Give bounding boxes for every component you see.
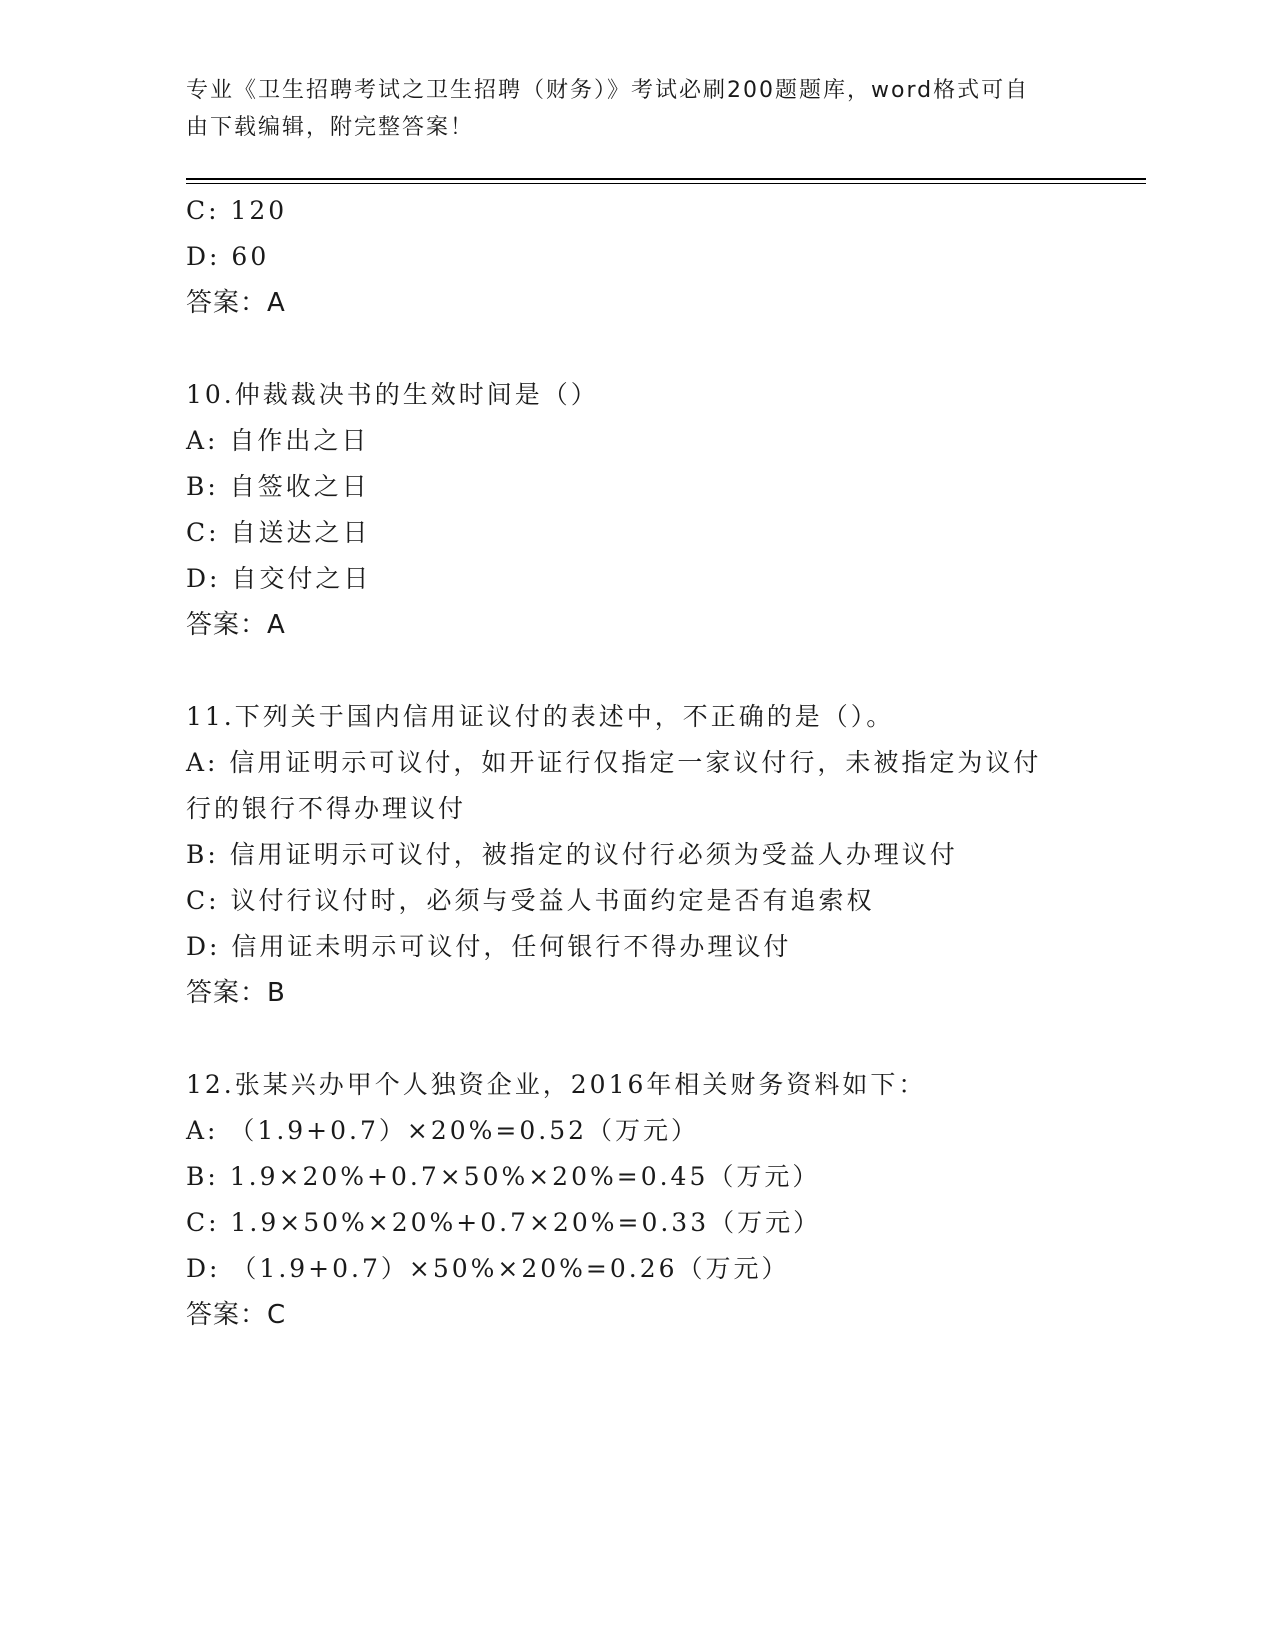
answer: 答案：B: [186, 978, 286, 1008]
header-line-1: 专业《卫生招聘考试之卫生招聘（财务）》考试必刷200题题库，word格式可自: [186, 78, 1030, 103]
option-c: C: 自送达之日: [186, 518, 371, 547]
option-a: A: 自作出之日: [186, 426, 370, 455]
question-11: [186, 694, 1086, 1016]
header-divider-thick: [186, 178, 1146, 180]
option-d: D: 信用证未明示可议付，任何银行不得办理议付: [186, 932, 792, 961]
spacer: [186, 326, 1086, 372]
question-previous: [186, 188, 1086, 326]
header-line-2: 由下载编辑，附完整答案！: [186, 115, 475, 140]
option-a-line-1: A: 信用证明示可议付，如开证行仅指定一家议付行，未被指定为议付: [186, 748, 1042, 777]
option-a-line-2: 行的银行不得办理议付: [186, 794, 467, 823]
option-b: B: 自签收之日: [186, 472, 370, 501]
option-b: B: 信用证明示可议付，被指定的议付行必须为受益人办理议付: [186, 840, 958, 869]
question-list: [186, 188, 1086, 1338]
answer: 答案：A: [186, 288, 286, 318]
answer: 答案：A: [186, 610, 286, 640]
question-10: [186, 372, 1086, 648]
question-stem: 12.张某兴办甲个人独资企业，2016年相关财务资料如下：: [186, 1070, 927, 1099]
question-stem: 10.仲裁裁决书的生效时间是（）: [186, 380, 599, 409]
option-c: C: 120: [186, 196, 288, 225]
option-c: C: 议付行议付时，必须与受益人书面约定是否有追索权: [186, 886, 875, 915]
option-a: A: （1.9+0.7）×20%=0.52（万元）: [186, 1116, 700, 1145]
document-header: [186, 72, 1086, 146]
spacer: [186, 1016, 1086, 1062]
option-c: C: 1.9×50%×20%+0.7×20%=0.33（万元）: [186, 1208, 822, 1237]
option-d: D: 60: [186, 242, 270, 271]
option-d: D: （1.9+0.7）×50%×20%=0.26（万元）: [186, 1254, 790, 1283]
option-b: B: 1.9×20%+0.7×50%×20%=0.45（万元）: [186, 1162, 821, 1191]
question-stem: 11.下列关于国内信用证议付的表述中，不正确的是（）。: [186, 702, 895, 731]
spacer: [186, 648, 1086, 694]
question-12: [186, 1062, 1086, 1338]
option-d: D: 自交付之日: [186, 564, 372, 593]
header-divider-thin: [186, 183, 1146, 184]
answer: 答案：C: [186, 1300, 287, 1330]
